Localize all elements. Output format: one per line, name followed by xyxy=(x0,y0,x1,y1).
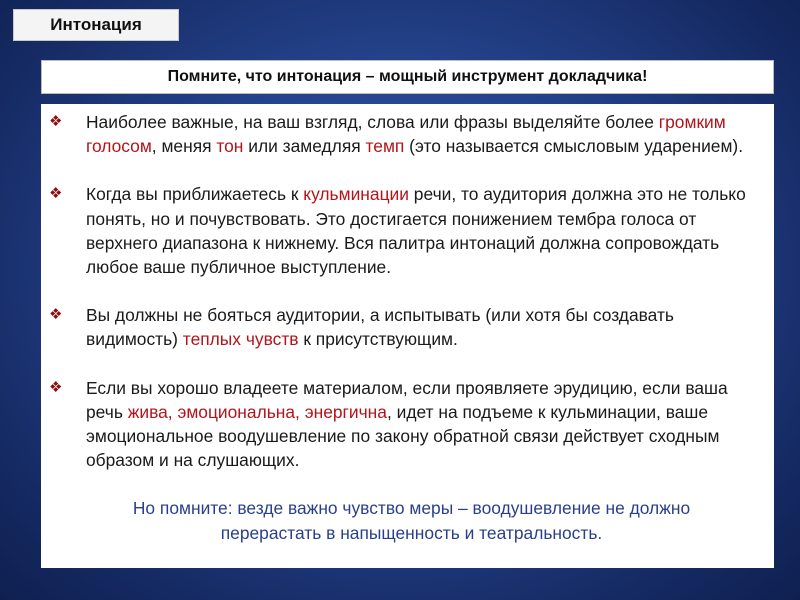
bullet-text-segment: , меняя xyxy=(151,136,217,157)
slide-title: Интонация xyxy=(13,9,179,41)
diamond-bullet-icon: ❖ xyxy=(49,378,63,396)
bullet-text xyxy=(86,303,762,351)
bullet-text-segment: к присутствующим. xyxy=(298,329,458,350)
diamond-bullet-icon: ❖ xyxy=(49,306,63,324)
bullet-item xyxy=(49,303,762,351)
emphasis-text: жива, эмоциональна, энергична xyxy=(127,401,387,422)
bullet-text-segment: (это называется смысловым ударением). xyxy=(404,136,744,157)
bullet-text xyxy=(86,110,762,158)
bullet-text-segment: Когда вы приближаетесь к xyxy=(86,184,304,205)
bullet-item xyxy=(49,182,762,279)
slide-subtitle: Помните, что интонация – мощный инструмент докладчика! xyxy=(41,60,774,94)
closing-note-line: перерастать в напыщенность и театральность. xyxy=(220,522,603,543)
closing-note xyxy=(49,496,762,544)
emphasis-text: тон xyxy=(216,136,244,157)
emphasis-text: темп xyxy=(365,136,405,157)
bullet-text-segment: Если вы хорошо владеете материалом, если проявляете эрудицию, если ваша речь xyxy=(86,377,728,422)
bullet-item xyxy=(49,376,762,473)
emphasis-text: теплых чувств xyxy=(182,329,299,350)
bullet-text xyxy=(86,376,762,473)
bullet-text-segment: Вы должны не бояться аудитории, а испытывать (или хотя бы создавать видимость) xyxy=(86,305,674,350)
closing-note-line: Но помните: везде важно чувство меры – воодушевление не должно xyxy=(132,498,691,519)
bullet-text-segment: , идет на подъеме к кульминации, ваше эмоциональное воодушевление по закону обратной связи действует сходным образом и на слушающих. xyxy=(86,401,720,471)
bullet-item xyxy=(49,110,762,158)
bullet-text-segment: речи, то аудитория должна это не только понять, но и почувствовать. Это достигается понижением тембра голоса от верхнего диапазона к нижнему. Вся палитра интонаций должна сопровождать любое ваше публичное выступление. xyxy=(86,184,746,278)
diamond-bullet-icon: ❖ xyxy=(49,113,63,130)
emphasis-text: громким голосом xyxy=(86,112,726,157)
content-panel xyxy=(41,104,774,568)
bullet-text xyxy=(86,182,762,279)
emphasis-text: кульминации xyxy=(303,184,409,205)
bullet-text-segment: или замедляя xyxy=(243,136,366,157)
diamond-bullet-icon: ❖ xyxy=(49,185,63,203)
bullet-text-segment: Наиболее важные, на ваш взгляд, слова или фразы выделяйте более xyxy=(86,112,659,132)
